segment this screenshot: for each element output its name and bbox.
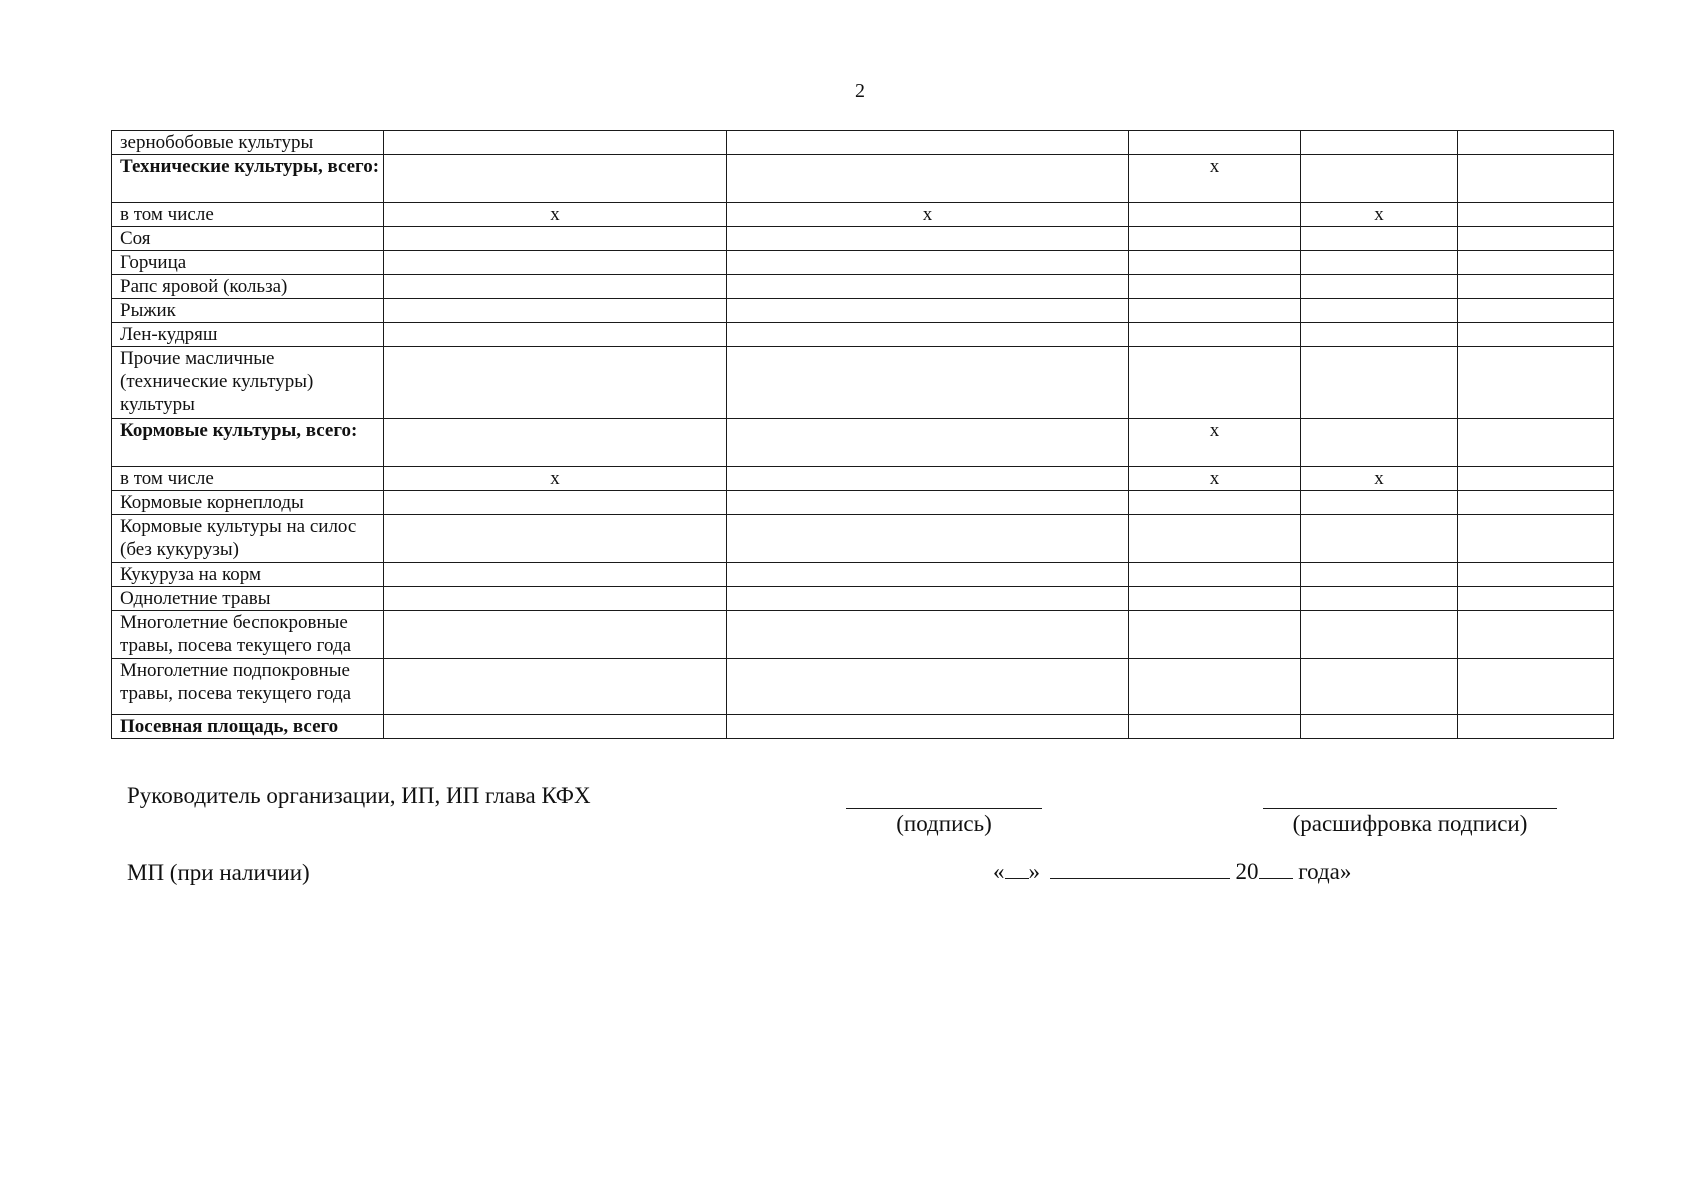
table-cell	[1301, 587, 1458, 611]
table-cell	[1458, 227, 1614, 251]
row-label: Кормовые культуры на силос (без кукурузы)	[112, 515, 384, 563]
table-cell	[727, 491, 1129, 515]
table-cell: х	[1301, 203, 1458, 227]
row-label: Посевная площадь, всего	[112, 715, 384, 739]
table-cell: х	[727, 203, 1129, 227]
table-cell	[727, 227, 1129, 251]
table-row	[112, 587, 1614, 611]
table-row	[112, 251, 1614, 275]
table-cell	[1458, 323, 1614, 347]
row-label: в том числе	[112, 467, 384, 491]
table-row	[112, 155, 1614, 203]
table-row	[112, 715, 1614, 739]
row-label: Технические культуры, всего:	[112, 155, 384, 203]
head-of-organization-label: Руководитель организации, ИП, ИП глава КФХ	[127, 783, 591, 808]
table-cell	[384, 299, 727, 323]
table-row	[112, 203, 1614, 227]
date-suffix: года»	[1298, 859, 1352, 884]
table-row	[112, 347, 1614, 419]
table-cell	[1458, 299, 1614, 323]
row-label: Кормовые культуры, всего:	[112, 419, 384, 467]
table-cell	[384, 611, 727, 659]
table-row	[112, 227, 1614, 251]
row-label: Рыжик	[112, 299, 384, 323]
table-cell: х	[384, 467, 727, 491]
table-cell	[1129, 611, 1301, 659]
table-cell	[1301, 155, 1458, 203]
table-cell	[1129, 659, 1301, 715]
table-cell	[727, 563, 1129, 587]
table-row	[112, 323, 1614, 347]
table-cell	[1129, 347, 1301, 419]
table-cell	[1129, 131, 1301, 155]
table-row	[112, 659, 1614, 715]
date-open-quote: «	[993, 859, 1005, 884]
table-cell	[384, 563, 727, 587]
month-blank	[1050, 858, 1230, 879]
table-cell	[1129, 491, 1301, 515]
table-cell	[1301, 347, 1458, 419]
table-row	[112, 515, 1614, 563]
row-label: Прочие масличные (технические культуры) культуры	[112, 347, 384, 419]
table-cell	[1458, 251, 1614, 275]
table-cell	[727, 251, 1129, 275]
table-cell	[1458, 611, 1614, 659]
table-cell	[384, 131, 727, 155]
table-cell	[1458, 491, 1614, 515]
date-year-prefix: 20	[1235, 859, 1259, 884]
table-row	[112, 299, 1614, 323]
table-cell	[384, 323, 727, 347]
table-cell	[1129, 251, 1301, 275]
row-label: Рапс яровой (кольза)	[112, 275, 384, 299]
table-cell	[727, 275, 1129, 299]
table-cell	[1301, 715, 1458, 739]
table-cell	[384, 419, 727, 467]
row-label: Горчица	[112, 251, 384, 275]
table-row	[112, 419, 1614, 467]
signature-decoding-caption: (расшифровка подписи)	[1292, 811, 1528, 836]
table-cell	[384, 491, 727, 515]
table-cell	[1129, 587, 1301, 611]
table-cell	[384, 275, 727, 299]
table-cell	[727, 611, 1129, 659]
year-blank	[1259, 858, 1293, 879]
table-cell: х	[1129, 419, 1301, 467]
table-cell	[1301, 227, 1458, 251]
table-cell	[727, 659, 1129, 715]
row-label: в том числе	[112, 203, 384, 227]
signature-caption: (подпись)	[896, 811, 992, 836]
row-label: Кукуруза на корм	[112, 563, 384, 587]
table-cell: х	[1129, 467, 1301, 491]
table-cell	[1301, 323, 1458, 347]
table-cell	[727, 587, 1129, 611]
table-cell	[1458, 131, 1614, 155]
table-cell	[1301, 611, 1458, 659]
signature-decoding-line	[1263, 808, 1557, 809]
row-label: Лен-кудряш	[112, 323, 384, 347]
table-cell	[1129, 275, 1301, 299]
table-cell	[1129, 299, 1301, 323]
table-cell	[1301, 131, 1458, 155]
table-cell	[1458, 419, 1614, 467]
table-cell	[1458, 155, 1614, 203]
table-cell	[727, 323, 1129, 347]
table-cell	[384, 715, 727, 739]
table-row	[112, 467, 1614, 491]
date-close-quote: »	[1028, 859, 1040, 884]
table-cell	[727, 715, 1129, 739]
table-row	[112, 611, 1614, 659]
table-cell	[1458, 467, 1614, 491]
table-cell	[1129, 515, 1301, 563]
table-cell	[1458, 275, 1614, 299]
row-label: зернобобовые культуры	[112, 131, 384, 155]
table-row	[112, 491, 1614, 515]
day-blank	[1005, 858, 1029, 879]
table-cell	[1301, 251, 1458, 275]
table-row	[112, 563, 1614, 587]
table-body	[112, 131, 1614, 739]
table-cell	[727, 515, 1129, 563]
table-cell: х	[1301, 467, 1458, 491]
table-cell	[384, 587, 727, 611]
table-cell	[1458, 515, 1614, 563]
table-cell	[727, 299, 1129, 323]
row-label: Многолетние беспокровные травы, посева текущего года	[112, 611, 384, 659]
table-cell	[727, 131, 1129, 155]
table-cell	[1458, 203, 1614, 227]
table-cell: х	[384, 203, 727, 227]
table-cell	[1301, 275, 1458, 299]
table-row	[112, 131, 1614, 155]
date-field	[993, 858, 1351, 885]
table-cell	[1129, 227, 1301, 251]
table-cell	[1301, 515, 1458, 563]
table-cell	[384, 515, 727, 563]
table-cell	[1129, 715, 1301, 739]
table-row	[112, 275, 1614, 299]
table-cell	[1129, 323, 1301, 347]
table-cell	[1129, 203, 1301, 227]
table-cell	[1129, 563, 1301, 587]
table-cell	[1458, 659, 1614, 715]
table-cell: х	[1129, 155, 1301, 203]
table-cell	[727, 467, 1129, 491]
table-cell	[1301, 491, 1458, 515]
table-cell	[727, 347, 1129, 419]
table-cell	[727, 419, 1129, 467]
table-cell	[1458, 347, 1614, 419]
table-cell	[1458, 587, 1614, 611]
page-number: 2	[855, 80, 865, 102]
row-label: Однолетние травы	[112, 587, 384, 611]
table-cell	[384, 659, 727, 715]
row-label: Многолетние подпокровные травы, посева текущего года	[112, 659, 384, 715]
row-label: Соя	[112, 227, 384, 251]
table-cell	[1458, 563, 1614, 587]
table-cell	[1301, 659, 1458, 715]
table-cell	[384, 251, 727, 275]
table-cell	[727, 155, 1129, 203]
table-cell	[1301, 563, 1458, 587]
row-label: Кормовые корнеплоды	[112, 491, 384, 515]
signature-line	[846, 808, 1042, 809]
table-cell	[1301, 299, 1458, 323]
table-cell	[384, 155, 727, 203]
table-cell	[1458, 715, 1614, 739]
table-cell	[384, 227, 727, 251]
crop-area-table	[111, 130, 1614, 739]
stamp-label: МП (при наличии)	[127, 860, 310, 885]
table-cell	[1301, 419, 1458, 467]
table-cell	[384, 347, 727, 419]
